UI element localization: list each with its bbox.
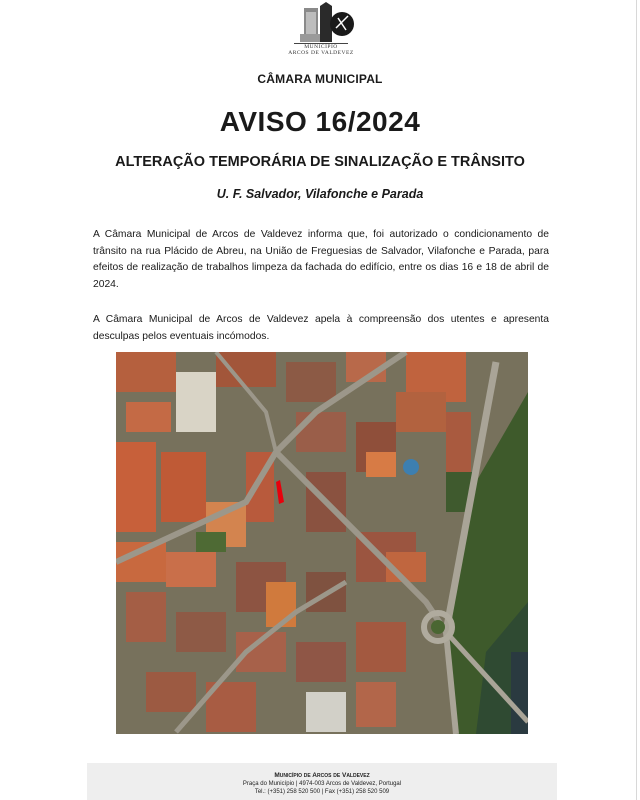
footer-contacts: Tel.: (+351) 258 520 500 | Fax (+351) 258 520 509	[254, 789, 390, 795]
logo-caption	[280, 44, 362, 56]
aerial-map	[116, 352, 528, 734]
notice-title: AVISO 16/2024	[219, 106, 421, 137]
organization-name: CÂMARA MUNICIPAL	[257, 72, 383, 86]
footer	[87, 763, 557, 800]
footer-address: Praça do Município | 4974-003 Arcos de Valdevez, Portugal	[242, 781, 402, 787]
notice-paragraph-1: A Câmara Municipal de Arcos de Valdevez informa que, foi autorizado o condicionamento de trânsito na rua Plácido de Abreu, na União de Freguesias de Salvador, Vilafonche e Parada, para efeitos de realização de trabalhos limpeza da fachada do edifício, entre os dias 16 e 18 de abril de 2024.	[93, 229, 549, 290]
notice-location: U. F. Salvador, Vilafonche e Parada	[216, 187, 424, 201]
logo-caption-line1: MUNICÍPIO	[304, 44, 338, 50]
notice-subtitle: ALTERAÇÃO TEMPORÁRIA DE SINALIZAÇÃO E TRÂNSITO	[115, 154, 525, 170]
coat-of-arms-icon	[286, 2, 356, 46]
notice-paragraph-2: A Câmara Municipal de Arcos de Valdevez apela à compreensão dos utentes e apresenta desculpas pelos eventuais incómodos.	[93, 314, 549, 342]
footer-org-name: Município de Arcos de Valdevez	[274, 772, 370, 779]
logo-caption-line2: ARCOS DE VALDEVEZ	[288, 50, 354, 56]
aerial-map-image	[116, 352, 528, 734]
